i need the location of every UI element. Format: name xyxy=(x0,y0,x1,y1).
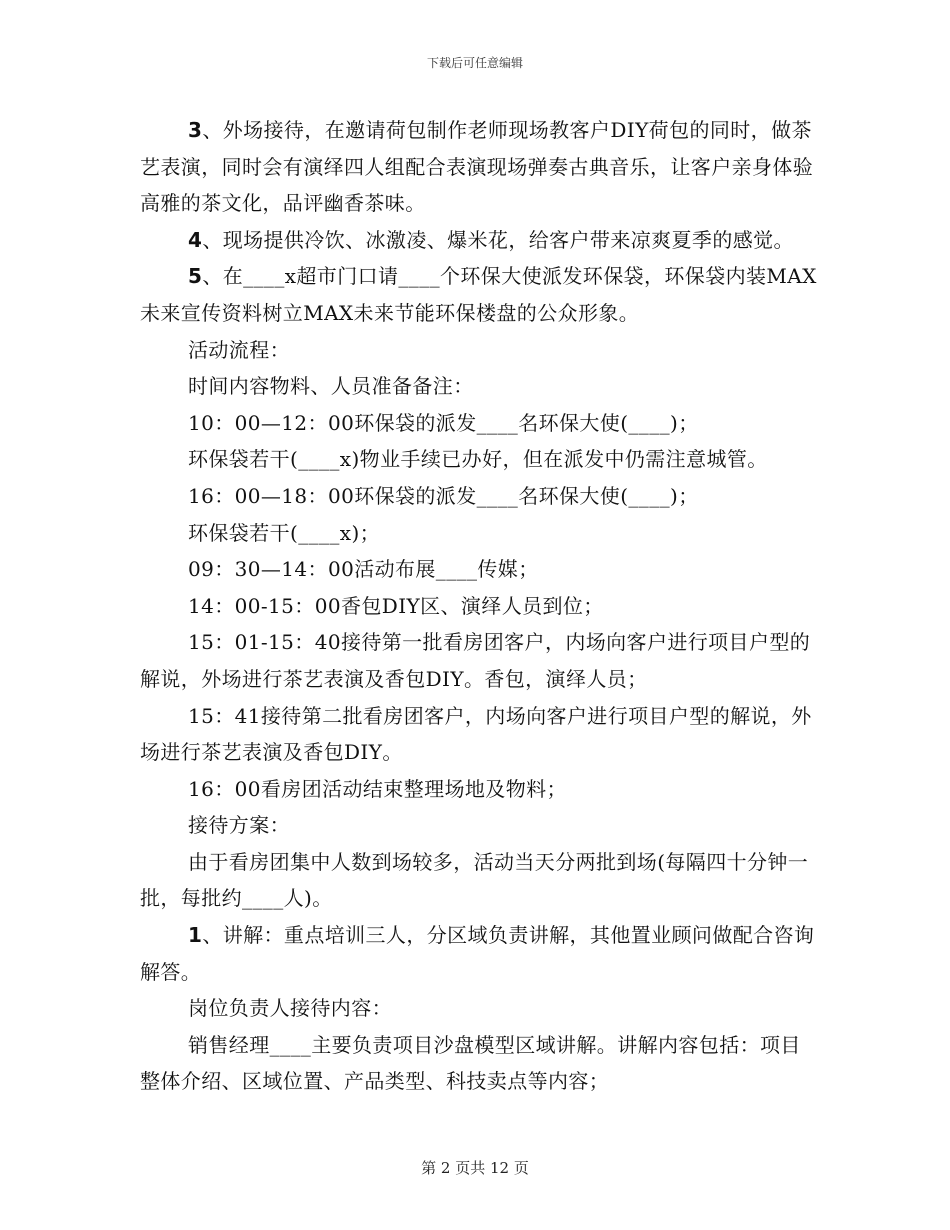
schedule-line: 09：30—14：00活动布展____传媒； xyxy=(188,557,539,582)
item-number: 5 xyxy=(188,264,203,289)
paragraph-text: 、外场接待，在邀请荷包制作老师现场教客户DIY荷包的同时，做茶艺表演，同时会有演绎四人组配合表演现场弹奏古典音乐，让客户亲身体验高雅的茶文化，品评幽香茶味。 xyxy=(140,118,814,216)
paragraph-text: 、讲解：重点培训三人，分区域负责讲解，其他置业顾问做配合咨询解答。 xyxy=(140,923,815,984)
item-number: 4 xyxy=(188,227,203,252)
schedule-line: 环保袋若干(____x)物业手续已办好，但在派发中仍需注意城管。 xyxy=(188,447,768,472)
paragraph-text: 、现场提供冷饮、冰激凌、爆米花，给客户带来凉爽夏季的感觉。 xyxy=(202,227,794,252)
schedule-line: 10：00—12：00环保袋的派发____名环保大使(____)； xyxy=(188,410,699,435)
paragraph-item-4 xyxy=(140,222,820,259)
item-number: 3 xyxy=(188,118,203,142)
item-number: 1 xyxy=(188,923,203,948)
section-heading-roles: 岗位负责人接待内容： xyxy=(188,996,392,1021)
page-header: 下载后可任意编辑 xyxy=(426,56,523,70)
paragraph: 时间内容物料、人员准备备注： xyxy=(188,374,474,399)
schedule-line: 15：01-15：40接待第一批看房团客户，内场向客户进行项目户型的解说，外场进行茶艺表演及香包DIY。香包，演绎人员； xyxy=(140,630,811,691)
paragraph: 由于看房团集中人数到场较多，活动当天分两批到场(每隔四十分钟一批，每批约____人)。 xyxy=(140,849,809,911)
paragraph-item-1 xyxy=(140,917,820,990)
schedule-line: 16：00看房团活动结束整理场地及物料； xyxy=(188,776,567,801)
schedule-line: 14：00-15：00香包DIY区、演绎人员到位； xyxy=(188,593,604,618)
page-footer: 第 2 页共 12 页 xyxy=(421,1159,529,1177)
section-heading-reception-plan: 接待方案： xyxy=(188,813,290,838)
paragraph: 销售经理____主要负责项目沙盘模型区域讲解。讲解内容包括：项目整体介绍、区域位置、产品类型、科技卖点等内容； xyxy=(140,1032,801,1094)
document-body xyxy=(140,112,820,1100)
schedule-line: 16：00—18：00环保袋的派发____名环保大使(____)； xyxy=(188,483,699,508)
schedule-line: 15：41接待第二批看房团客户，内场向客户进行项目户型的解说，外场进行茶艺表演及香包DIY。 xyxy=(140,703,812,765)
schedule-line: 环保袋若干(____x)； xyxy=(188,520,381,545)
paragraph-item-5 xyxy=(140,258,820,331)
section-heading-activity-flow: 活动流程： xyxy=(188,337,290,362)
paragraph-text: 、在____x超市门口请____个环保大使派发环保袋，环保袋内装MAX未来宣传资料树立MAX未来节能环保楼盘的公众形象。 xyxy=(140,264,817,325)
paragraph-item-3 xyxy=(140,112,820,222)
